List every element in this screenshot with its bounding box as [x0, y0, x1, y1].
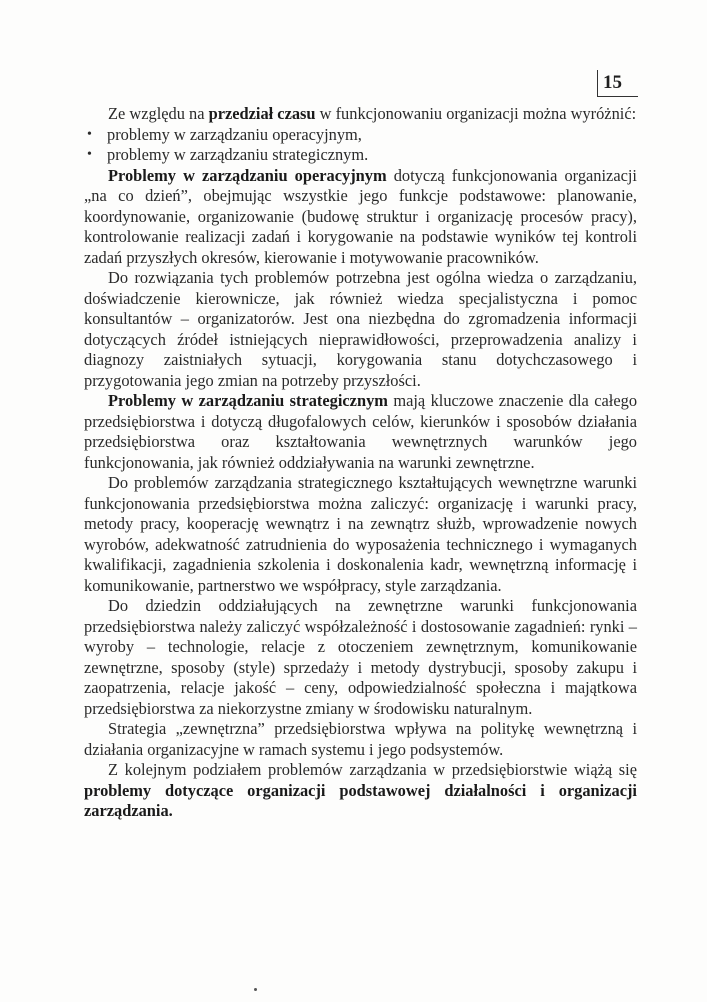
operational-bold-term: Problemy w zarządzaniu operacyjnym — [108, 165, 387, 185]
bullet-icon: • — [87, 147, 92, 162]
strategic-text: mają kluczowe znaczenie dla całego przedsiębiorstwa i dotyczą długofalowych celów, kierunków i sposobów działania przedsiębiorstwa oraz kształtowania wewnętrznych warunków jego funkcjonowania, jak również oddziaływania na warunki zewnętrzne. — [84, 391, 638, 472]
paragraph-knowledge — [84, 268, 637, 391]
knowledge-text: Do rozwiązania tych problemów potrzebna jest ogólna wiedza o zarządzaniu, doświadczenie kierownicze, jak również wiedza specjalistyczna i pomoc konsultantów – organizatorów. Jest ona niezbędna do zgromadzenia informacji dotyczących źródeł istniejących nieprawidłowości, przeprowadzenia analizy i diagnozy zaistniałych sytuacji, korygowania stanu dotychczasowego i przygotowania jego zmian na potrzeby przyszłości. — [84, 268, 637, 390]
operational-text: dotyczą funkcjonowania organizacji „na co dzień”, obejmując wszystkie jego funkcje podstawowe: planowanie, koordynowanie, organizowanie (budowę struktur i organizację procesów pracy), kontrolowanie realizacji zadań i korygowanie na podstawie wyników tej kontroli zadań przyszłych okresów, kierowanie i motywowanie pracowników. — [84, 165, 637, 267]
page-number: 15 — [603, 72, 622, 93]
paragraph-closing — [84, 760, 637, 822]
paragraph-strategic — [84, 391, 637, 473]
list-item-text: problemy w zarządzaniu strategicznym. — [107, 145, 369, 164]
strategy-text: Strategia „zewnętrzna” przedsiębiorstwa wpływa na politykę wewnętrzną i działania organizacyjne w ramach systemu i jego podsystemów. — [84, 719, 637, 759]
closing-bold-term: problemy dotyczące organizacji podstawowej działalności i organizacji zarządzania. — [84, 780, 637, 820]
list-item-text: problemy w zarządzaniu operacyjnym, — [107, 124, 362, 144]
intro-tail: w funkcjonowaniu organizacji można — [315, 104, 567, 123]
paragraph-external — [84, 596, 637, 719]
external-text: Do dziedzin oddziałujących na zewnętrzne warunki funkcjonowania przedsiębiorstwa należy zaliczyć współzależność i dostosowanie zagadnień: rynki – wyroby – technologie, relacje z otoczeniem zewnętrznym, komunikowanie zewnętrzne, sposoby (style) sprzedaży i metody dystrybucji, sposoby zakupu i zaopatrzenia, relacje jakość – ceny, odpowiedzialność społeczna i majątkowa przedsiębiorstwa za niekorzystne zmiany w środowisku naturalnym. — [84, 596, 637, 718]
intro-lead: Ze względu na — [108, 104, 209, 123]
list-item — [84, 145, 637, 166]
body-text — [84, 104, 637, 822]
list-item — [84, 125, 637, 146]
bullet-list — [84, 125, 637, 166]
closing-lead: Z kolejnym podziałem problemów zarządzania w przedsiębiorstwie wiążą się — [108, 760, 637, 779]
paragraph-intro — [84, 104, 637, 125]
scan-speck — [254, 988, 257, 991]
strategic-bold-term: Problemy w zarządzaniu strategicznym — [108, 391, 388, 410]
bullet-icon: • — [87, 126, 92, 142]
paragraph-strategy — [84, 719, 637, 760]
paragraph-internal — [84, 473, 637, 596]
paragraph-operational — [84, 166, 637, 269]
intro-line-2: wyróżnić: — [570, 104, 637, 123]
internal-text: Do problemów zarządzania strategicznego kształtujących wewnętrzne warunki funkcjonowania przedsiębiorstwa można zaliczyć: organizację i warunki pracy, metody pracy, kooperację wewnątrz i na zewnątrz służb, wprowadzenie nowych wyrobów, adekwatność zatrudnienia do wyposażenia technicznego i wymaganych kwalifikacji, zagadnienia szkolenia i doskonalenia kadr, wewnętrzną informację i komunikowanie, partnerstwo we współpracy, style zarządzania. — [84, 473, 637, 595]
intro-bold-term: przedział czasu — [208, 104, 316, 123]
